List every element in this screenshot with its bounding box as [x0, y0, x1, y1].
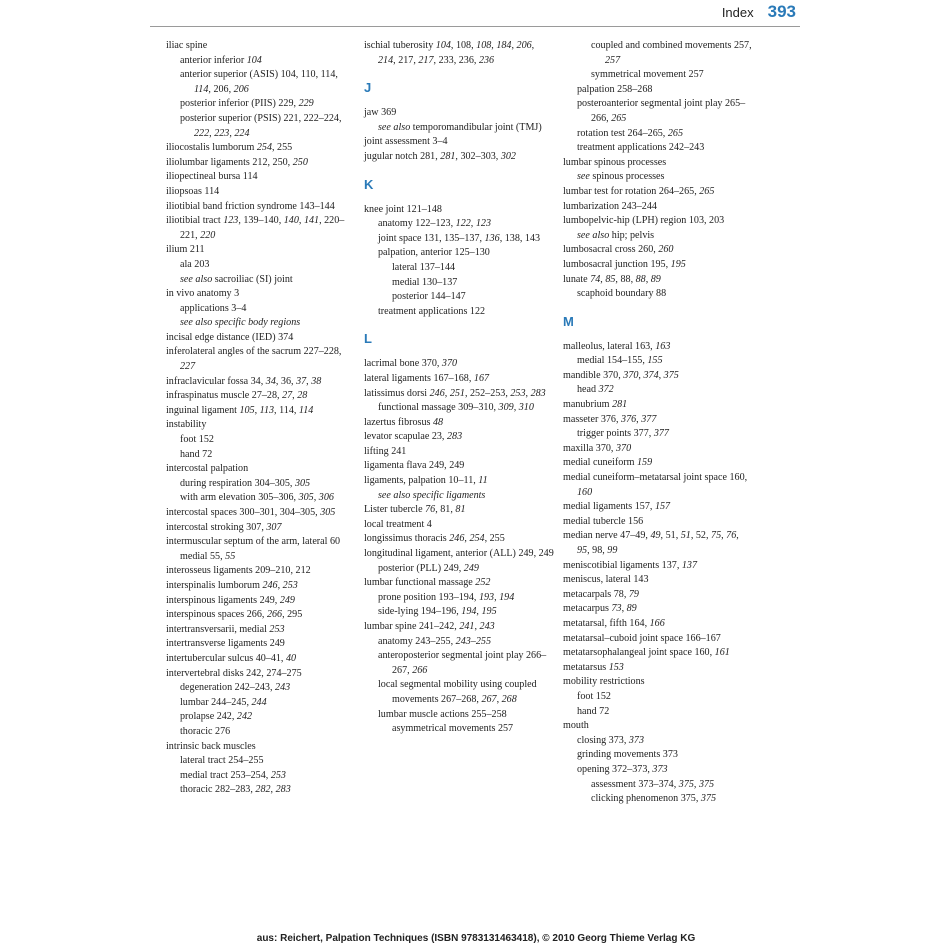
index-entry: metatarsal–cuboid joint space 166–167 [563, 632, 721, 644]
index-entry: iliopsoas 114 [166, 185, 220, 197]
index-entry: lumbosacral cross 260, 260 [563, 244, 674, 256]
index-entry: see also temporomandibular joint (TMJ) [378, 121, 542, 133]
index-entry: palpation 258–268 [577, 83, 653, 95]
index-entry: metatarsophalangeal joint space 160, 161 [563, 647, 730, 659]
index-entry: see also hip; pelvis [577, 229, 655, 241]
index-entry: longissimus thoracis 246, 254, 255 [364, 533, 505, 545]
index-entry: intercostal spaces 300–301, 304–305, 305 [166, 507, 336, 518]
index-entry: levator scapulae 23, 283 [364, 431, 463, 443]
index-entry: intercostal stroking 307, 307 [166, 521, 282, 533]
index-entry: iliotibial tract 123, 139–140, 140, 141, 220–221, 220 [166, 215, 345, 241]
index-entry: ischial tuberosity 104, 108, 108, 184, 206, 214, 217, 217, 233, 236, 236 [364, 40, 535, 66]
index-entry: ligamenta flava 249, 249 [364, 460, 465, 472]
index-entry: lumbopelvic-hip (LPH) region 103, 203 [563, 215, 725, 227]
index-entry: degeneration 242–243, 243 [180, 682, 291, 694]
index-entry: during respiration 304–305, 305 [180, 477, 311, 489]
index-entry: intertransverse ligaments 249 [166, 638, 285, 650]
index-entry: iliocostalis lumborum 254, 255 [166, 142, 293, 154]
section-letter: J [364, 80, 372, 96]
index-entry: anteroposterior segmental joint play 266–267, 266 [378, 650, 547, 676]
index-entry: inguinal ligament 105, 113, 114, 114 [166, 404, 314, 416]
index-entry: ala 203 [180, 258, 210, 270]
index-entry: mandible 370, 370, 374, 375 [563, 369, 679, 381]
index-entry: infraclavicular fossa 34, 34, 36, 37, 38 [166, 375, 322, 387]
index-entry: instability [166, 419, 207, 431]
index-entry: iliopectineal bursa 114 [166, 171, 258, 183]
index-entry: posterior (PLL) 249, 249 [378, 562, 479, 574]
index-entry: rotation test 264–265, 265 [577, 127, 683, 139]
index-entry: incisal edge distance (IED) 374 [166, 331, 294, 343]
index-entry: hand 72 [577, 705, 610, 717]
index-entry: prone position 193–194, 193, 194 [378, 591, 515, 603]
index-entry: prolapse 242, 242 [180, 711, 253, 723]
index-entry: malleolus, lateral 163, 163 [563, 340, 671, 352]
index-entry: manubrium 281 [563, 399, 628, 411]
index-entry: asymmetrical movements 257 [392, 723, 514, 735]
index-entry: intrinsic back muscles [166, 740, 256, 752]
index-entry: side-lying 194–196, 194, 195 [378, 606, 497, 618]
section-title: Index [721, 5, 754, 20]
index-entry: jaw 369 [364, 107, 397, 119]
index-entry: lumbar spinous processes [563, 156, 667, 168]
index-entry: treatment applications 122 [378, 305, 486, 317]
index-entry: ligaments, palpation 10–11, 11 [364, 475, 488, 487]
index-entry: posterior superior (PSIS) 221, 222–224, 222, 223, 224 [180, 112, 342, 139]
index-entry: thoracic 282–283, 282, 283 [180, 784, 291, 796]
index-entry: intervertebral disks 242, 274–275 [166, 667, 302, 679]
index-entry: longitudinal ligament, anterior (ALL) 249, 249 [364, 548, 554, 560]
index-entry: joint assessment 3–4 [364, 136, 448, 148]
index-entry: maxilla 370, 370 [563, 442, 632, 454]
index-entry: intermuscular septum of the arm, lateral 60 [166, 536, 341, 548]
index-entry: functional massage 309–310, 309, 310 [378, 402, 534, 414]
index-entry: anatomy 243–255, 243–255 [378, 635, 491, 647]
index-entry: joint space 131, 135–137, 136, 138, 143 [378, 232, 541, 244]
index-entry: lumbarization 243–244 [563, 200, 657, 212]
index-entry: applications 3–4 [180, 302, 247, 314]
index-entry: lumbar spine 241–242, 241, 243 [364, 621, 495, 632]
index-entry: infraspinatus muscle 27–28, 27, 28 [166, 390, 308, 402]
index-entry: local treatment 4 [364, 518, 432, 530]
index-entry: posterior inferior (PIIS) 229, 229 [180, 98, 314, 110]
index-entry: iliolumbar ligaments 212, 250, 250 [166, 156, 308, 168]
index-entry: lumbar functional massage 252 [364, 577, 491, 589]
index-entry: medial tubercle 156 [563, 515, 644, 527]
index-entry: masseter 376, 376, 377 [563, 413, 657, 425]
index-entry: lumbar muscle actions 255–258 [378, 708, 507, 720]
index-entry: jugular notch 281, 281, 302–303, 302 [364, 150, 516, 162]
index-entry: intercostal palpation [166, 463, 249, 475]
index-entry: opening 372–373, 373 [577, 763, 668, 775]
index-entry: with arm elevation 305–306, 305, 306 [180, 492, 334, 504]
index-entry: lateral ligaments 167–168, 167 [364, 372, 490, 384]
index-entry: inferolateral angles of the sacrum 227–228, 227 [166, 346, 342, 373]
index-entry: meniscus, lateral 143 [563, 574, 649, 586]
index-entry: assessment 373–374, 375, 375 [591, 778, 715, 790]
index-entry: anterior superior (ASIS) 104, 110, 114, 114, 206, 206 [180, 69, 338, 95]
index-entry: medial tract 253–254, 253 [180, 769, 286, 781]
index-entry: anatomy 122–123, 122, 123 [378, 218, 491, 230]
index-entry: meniscotibial ligaments 137, 137 [563, 559, 698, 571]
index-entry: interosseus ligaments 209–210, 212 [166, 565, 311, 577]
index-entry: head 372 [577, 384, 614, 396]
index-entry: iliotibial band friction syndrome 143–144 [166, 200, 335, 212]
index-entry: median nerve 47–49, 49, 51, 51, 52, 75, 76, 95, 98, 99 [563, 530, 739, 556]
index-entry: intertubercular sulcus 40–41, 40 [166, 652, 297, 664]
index-entry: clicking phenomenon 375, 375 [591, 793, 717, 805]
index-entry: lumbar 244–245, 244 [180, 696, 267, 708]
index-entry: interspinous spaces 266, 266, 295 [166, 609, 303, 621]
index-entry: medial 130–137 [392, 276, 458, 288]
index-entry: medial ligaments 157, 157 [563, 501, 671, 513]
index-entry: lumbosacral junction 195, 195 [563, 258, 686, 270]
index-entry: closing 373, 373 [577, 734, 645, 746]
index-entry: lateral 137–144 [392, 261, 456, 273]
index-entry: interspinous ligaments 249, 249 [166, 594, 295, 606]
index-entry: mouth [563, 720, 589, 732]
index-entry: ilium 211 [166, 244, 205, 256]
index-entry: grinding movements 373 [577, 749, 678, 761]
index-entry: lazertus fibrosus 48 [364, 416, 444, 428]
index-entry: see spinous processes [577, 171, 665, 183]
index-entry: lifting 241 [364, 445, 407, 457]
index-entry: Lister tubercle 76, 81, 81 [364, 504, 466, 516]
index-entry: posteroanterior segmental joint play 265–266, 265 [577, 98, 746, 124]
index-entry: foot 152 [577, 690, 611, 702]
index-entry: latissimus dorsi 246, 251, 252–253, 253, 283 [364, 387, 546, 399]
header-rule [150, 26, 800, 27]
index-entry: trigger points 377, 377 [577, 428, 669, 440]
index-entry: hand 72 [180, 448, 213, 460]
index-entry: treatment applications 242–243 [577, 142, 705, 154]
index-entry: interspinalis lumborum 246, 253 [166, 579, 298, 591]
index-entry: metacarpals 78, 79 [563, 588, 639, 600]
index-entry: metacarpus 73, 89 [563, 603, 637, 615]
section-letter: M [563, 313, 574, 329]
index-entry: medial cuneiform 159 [563, 457, 653, 469]
index-entry: coupled and combined movements 257, 257 [591, 40, 752, 66]
index-entry: anterior inferior 104 [180, 54, 262, 66]
index-entry: medial 55, 55 [180, 550, 236, 562]
index-entry: symmetrical movement 257 [591, 69, 704, 81]
index-entry: mobility restrictions [563, 676, 645, 688]
index-entry: thoracic 276 [180, 725, 231, 737]
index-entry: medial cuneiform–metatarsal joint space 160, 160 [563, 472, 748, 498]
index-entry: see also sacroiliac (SI) joint [180, 273, 293, 285]
index-entry: foot 152 [180, 434, 214, 446]
index-entry: local segmental mobility using coupled movements 267–268, 267, 268 [378, 679, 537, 705]
index-entry: scaphoid boundary 88 [577, 288, 667, 300]
index-column-1 [166, 39, 356, 798]
index-column-3 [563, 39, 753, 807]
index-entry: in vivo anatomy 3 [166, 288, 240, 300]
index-entry: lacrimal bone 370, 370 [364, 358, 458, 370]
index-entry: metatarsal, fifth 164, 166 [563, 617, 665, 629]
section-letter: K [364, 176, 374, 192]
index-column-2 [364, 39, 554, 737]
index-entry: lumbar test for rotation 264–265, 265 [563, 185, 715, 197]
page-number: 393 [767, 2, 796, 21]
index-entry: lateral tract 254–255 [180, 755, 264, 767]
index-entry: metatarsus 153 [563, 661, 624, 673]
index-entry: lunate 74, 85, 88, 88, 89 [563, 273, 661, 285]
index-entry: posterior 144–147 [392, 291, 466, 303]
index-entry: see also specific body regions [180, 317, 301, 329]
footer-citation: aus: Reichert, Palpation Techniques (ISBN 9783131463418), © 2010 Georg Thieme Verlag KG [256, 933, 696, 944]
index-entry: palpation, anterior 125–130 [378, 247, 490, 259]
index-entry: knee joint 121–148 [364, 203, 442, 215]
running-header [722, 2, 796, 26]
index-entry: iliac spine [166, 40, 208, 51]
index-entry: see also specific ligaments [378, 489, 486, 501]
index-entry: medial 154–155, 155 [577, 355, 663, 367]
index-entry: intertransversarii, medial 253 [166, 623, 285, 635]
section-letter: L [364, 331, 372, 347]
